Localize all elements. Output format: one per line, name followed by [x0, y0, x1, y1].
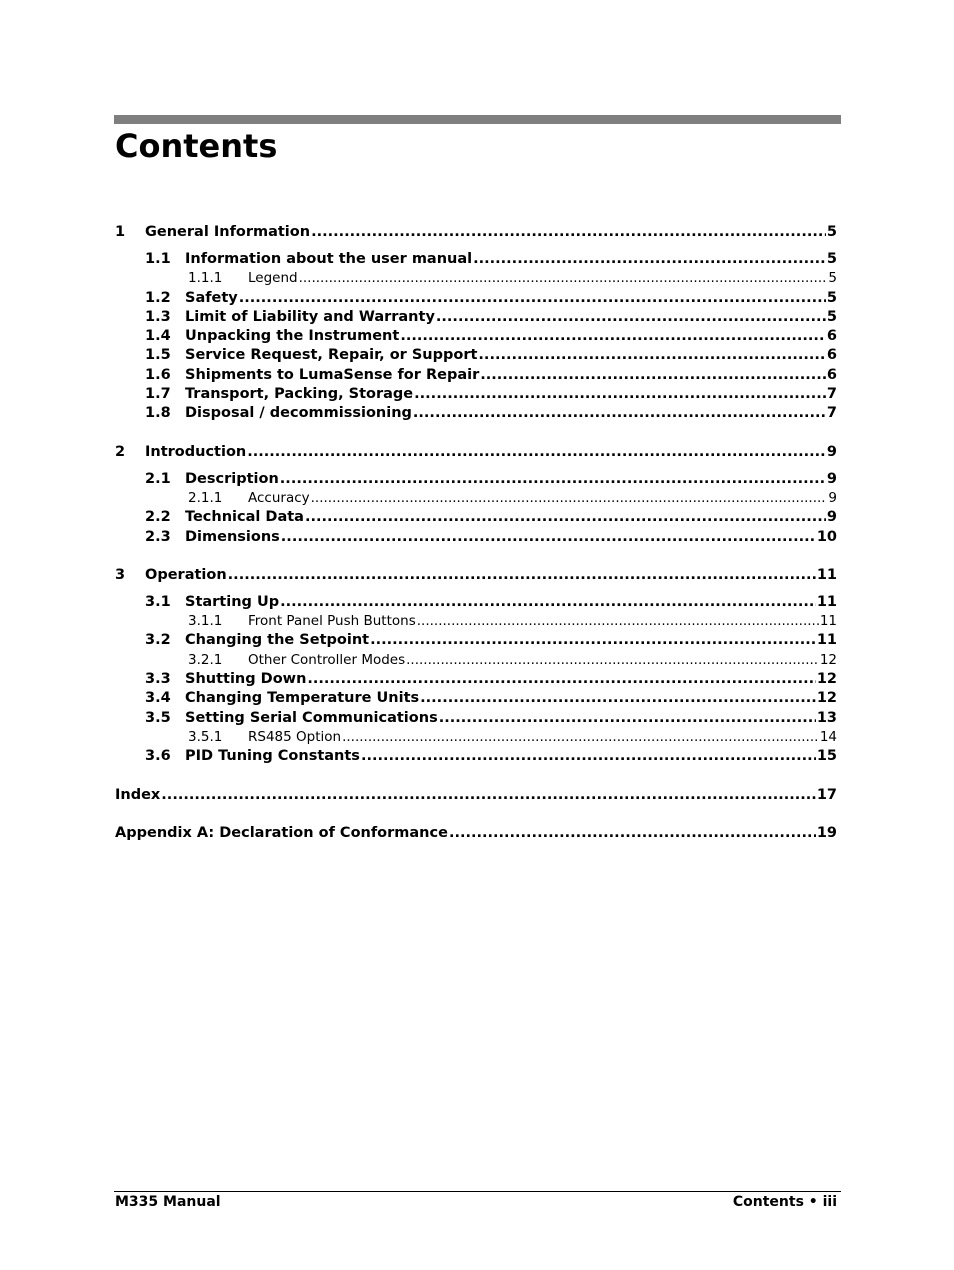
toc-entry-title: Description	[185, 470, 279, 487]
toc-entry-number: 2	[115, 443, 126, 460]
toc-entry-page-number: 9	[826, 443, 837, 460]
toc-entry-number: 2.3	[145, 528, 171, 545]
toc-entry-page-number: 5	[826, 289, 837, 306]
toc-section-gap	[115, 805, 837, 823]
toc-entry-title: Limit of Liability and Warranty	[185, 308, 435, 325]
toc-entry-title: Technical Data	[185, 509, 304, 526]
toc-entry-title: Unpacking the Instrument	[185, 328, 400, 345]
toc-dot-leader	[342, 728, 819, 747]
toc-entry[interactable]	[115, 651, 837, 670]
toc-entry-page-number: 11	[816, 593, 837, 610]
toc-entry-page-number: 7	[826, 386, 837, 403]
toc-entry-title: Shutting Down	[185, 671, 307, 688]
toc-entry-number: 1	[115, 224, 126, 240]
toc-entry[interactable]	[115, 366, 837, 385]
toc-entry-title: RS485 Option	[248, 728, 342, 745]
toc-entry-page-number: 13	[816, 709, 837, 726]
toc-entry-page-number: 11	[816, 632, 837, 649]
title-rule	[114, 115, 841, 124]
toc-entry[interactable]	[115, 612, 837, 631]
toc-dot-leader	[480, 366, 826, 385]
toc-entry-page-number: 19	[816, 824, 837, 841]
toc-entry[interactable]	[115, 269, 837, 288]
toc-entry[interactable]	[115, 631, 837, 650]
toc-entry[interactable]	[115, 689, 837, 708]
toc-entry-page-number: 12	[819, 651, 837, 668]
toc-entry-number: 3.1	[145, 593, 171, 610]
toc-entry-number: 3.5.1	[188, 728, 223, 745]
toc-dot-leader	[280, 593, 816, 612]
toc-entry-page-number: 10	[816, 528, 837, 545]
toc-entry[interactable]	[115, 442, 837, 462]
toc-dot-leader	[239, 289, 826, 308]
toc-entry-number: 1.1.1	[188, 270, 223, 287]
toc-entry[interactable]	[115, 346, 837, 365]
toc-dot-leader	[307, 670, 815, 689]
toc-entry[interactable]	[115, 308, 837, 327]
toc-dot-leader	[406, 651, 819, 670]
toc-dot-leader	[417, 612, 819, 631]
toc-entry-number: 1.7	[145, 386, 171, 403]
toc-entry-title: Other Controller Modes	[248, 651, 406, 668]
toc-entry-page-number: 11	[816, 566, 837, 583]
toc-dot-leader	[161, 785, 816, 805]
toc-entry-page-number: 11	[819, 613, 837, 630]
toc-entry-number: 3.3	[145, 671, 171, 688]
toc-dot-leader	[370, 631, 816, 650]
toc-entry-title: Information about the user manual	[185, 251, 473, 267]
toc-dot-leader	[478, 346, 825, 365]
toc-entry[interactable]	[115, 489, 837, 508]
toc-entry-page-number: 17	[816, 786, 837, 803]
toc-entry[interactable]	[115, 528, 837, 547]
toc-dot-leader	[361, 747, 816, 766]
toc-entry-number: 1.8	[145, 405, 171, 422]
toc-entry-number: 3.2	[145, 632, 171, 649]
toc-dot-leader	[414, 385, 826, 404]
toc-entry-title: Dimensions	[185, 528, 280, 545]
toc-dot-leader	[228, 565, 816, 585]
toc-entry-number: 1.1	[145, 251, 171, 267]
toc-entry-title: Setting Serial Communications	[185, 709, 438, 726]
toc-entry[interactable]	[115, 250, 837, 269]
toc-dot-leader	[420, 689, 816, 708]
toc-entry-number: 3.6	[145, 748, 171, 765]
toc-entry[interactable]	[115, 327, 837, 346]
toc-entry-title: Legend	[248, 270, 298, 287]
toc-entry-title: Appendix A: Declaration of Conformance	[115, 824, 448, 841]
toc-entry[interactable]	[115, 747, 837, 766]
toc-dot-leader	[311, 489, 828, 508]
footer-rule	[114, 1191, 841, 1192]
toc-dot-leader	[436, 308, 826, 327]
table-of-contents	[115, 222, 837, 843]
toc-entry-page-number: 5	[828, 270, 837, 287]
toc-entry-page-number: 6	[826, 347, 837, 364]
toc-entry-title: PID Tuning Constants	[185, 748, 360, 765]
toc-dot-leader	[473, 250, 826, 269]
toc-entry[interactable]	[115, 709, 837, 728]
toc-entry-page-number: 12	[816, 690, 837, 707]
toc-entry-number: 1.4	[145, 328, 171, 345]
toc-dot-leader	[247, 442, 826, 462]
toc-entry-title: Index	[115, 786, 161, 803]
toc-entry-title: Starting Up	[185, 593, 280, 610]
toc-entry[interactable]	[115, 785, 837, 805]
toc-entry-title: Shipments to LumaSense for Repair	[185, 366, 480, 383]
toc-entry[interactable]	[115, 289, 837, 308]
toc-entry-number: 1.3	[145, 308, 171, 325]
toc-entry-number: 3	[115, 566, 126, 583]
toc-dot-leader	[299, 269, 828, 288]
toc-entry-page-number: 6	[826, 366, 837, 383]
toc-entry-title: Introduction	[145, 443, 247, 460]
toc-section-gap	[115, 424, 837, 442]
toc-subsection-gap	[115, 242, 837, 250]
toc-entry-title: Transport, Packing, Storage	[185, 386, 414, 403]
toc-entry-title: Changing Temperature Units	[185, 690, 420, 707]
toc-entry[interactable]	[115, 508, 837, 527]
toc-entry-title: General Information	[145, 224, 311, 240]
toc-dot-leader	[400, 327, 826, 346]
toc-entry-number: 3.5	[145, 709, 171, 726]
toc-entry-title: Disposal / decommissioning	[185, 405, 412, 422]
toc-entry[interactable]	[115, 593, 837, 612]
toc-entry[interactable]	[115, 728, 837, 747]
toc-entry-page-number: 9	[826, 470, 837, 487]
toc-subsection-gap	[115, 462, 837, 470]
toc-entry-title: Service Request, Repair, or Support	[185, 347, 478, 364]
toc-entry-number: 2.1	[145, 470, 171, 487]
toc-dot-leader	[280, 470, 826, 489]
toc-dot-leader	[305, 508, 826, 527]
toc-entry[interactable]	[115, 823, 837, 843]
toc-entry-page-number: 5	[826, 308, 837, 325]
toc-section-gap	[115, 767, 837, 785]
footer-page-label: Contents • iii	[732, 1194, 837, 1210]
toc-entry[interactable]	[115, 470, 837, 489]
toc-entry-page-number: 7	[826, 405, 837, 422]
toc-entry-title: Front Panel Push Buttons	[248, 613, 416, 630]
toc-entry-title: Safety	[185, 289, 238, 306]
toc-entry-page-number: 12	[816, 671, 837, 688]
toc-subsection-gap	[115, 585, 837, 593]
toc-entry-number: 1.6	[145, 366, 171, 383]
toc-entry-number: 2.2	[145, 509, 171, 526]
toc-dot-leader	[281, 528, 816, 547]
toc-entry[interactable]	[115, 404, 837, 423]
toc-entry-title: Accuracy	[248, 489, 310, 506]
toc-entry-number: 3.4	[145, 690, 171, 707]
toc-entry[interactable]	[115, 565, 837, 585]
toc-entry-number: 1.5	[145, 347, 171, 364]
toc-entry-page-number: 9	[828, 489, 837, 506]
toc-entry[interactable]	[115, 222, 837, 242]
toc-entry-page-number: 9	[826, 509, 837, 526]
toc-entry-number: 1.2	[145, 289, 171, 306]
toc-entry-page-number: 6	[826, 328, 837, 345]
toc-dot-leader	[311, 222, 826, 242]
toc-entry-number: 3.2.1	[188, 651, 223, 668]
footer-manual-name: M335 Manual	[115, 1194, 221, 1210]
toc-entry-page-number: 5	[826, 251, 837, 267]
toc-dot-leader	[413, 404, 826, 423]
toc-section-gap	[115, 547, 837, 565]
toc-entry-page-number: 15	[816, 748, 837, 765]
toc-dot-leader	[439, 709, 816, 728]
toc-entry-number: 3.1.1	[188, 613, 223, 630]
toc-entry[interactable]	[115, 385, 837, 404]
toc-entry[interactable]	[115, 670, 837, 689]
toc-entry-page-number: 5	[826, 224, 837, 240]
toc-entry-title: Changing the Setpoint	[185, 632, 370, 649]
page-title: Contents	[115, 127, 278, 165]
toc-entry-title: Operation	[145, 566, 227, 583]
toc-entry-number: 2.1.1	[188, 489, 223, 506]
toc-entry-page-number: 14	[819, 728, 837, 745]
toc-dot-leader	[449, 823, 816, 843]
